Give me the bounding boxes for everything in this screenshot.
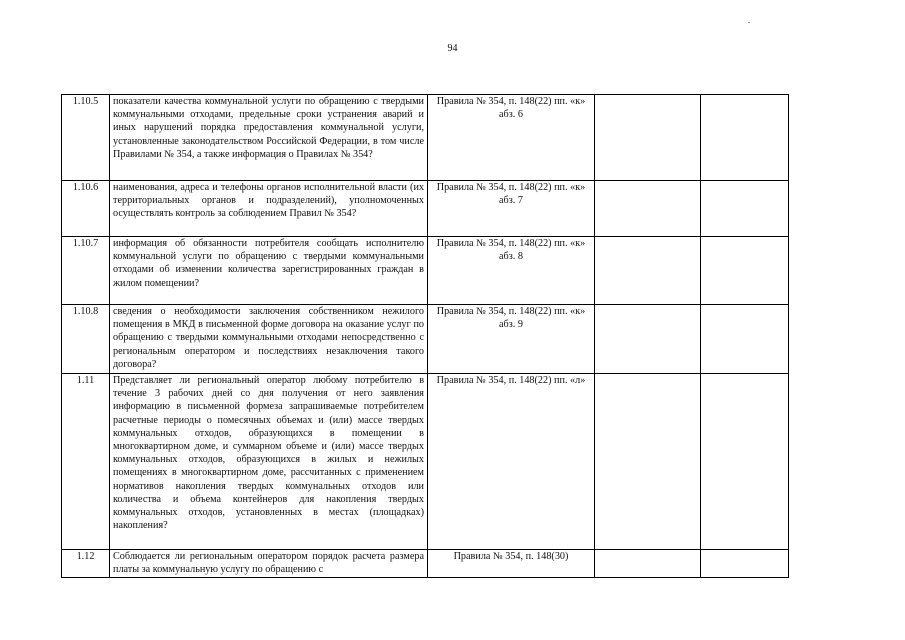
table-row <box>62 305 789 374</box>
row-number: 1.10.8 <box>62 305 110 374</box>
row-number: 1.10.7 <box>62 237 110 305</box>
table-row <box>62 237 789 305</box>
checklist-table <box>61 94 789 578</box>
legal-reference: Правила № 354, п. 148(22) пп. «к» абз. 7 <box>428 181 595 237</box>
row-number: 1.11 <box>62 374 110 550</box>
question-text: информация об обязанности потребителя сообщать исполнителю коммунальной услуги по обращению с твердыми коммунальными отходами об изменении количества зарегистрированных граждан в жилом помещении? <box>110 237 428 305</box>
question-text: Представляет ли региональный оператор любому потребителю в течение 3 рабочих дней со дня получения от него заявления информацию в письменной формеза запрашиваемые потребителем расчетные периоды о помесячных объемах и (или) массе твердых коммунальных отходов, образующихся в помещении в многоквартирном доме, и суммарном объеме и (или) массе твердых коммунальных отходов, образующихся в жилых и нежилых помещениях в многоквартирном доме, рассчитанных с применением нормативов накопления твердых коммунальных отходов или количества и объема контейнеров для накопления твердых коммунальных отходов, установленных в местах (площадках) накопления? <box>110 374 428 550</box>
page-number: 94 <box>447 43 458 54</box>
question-text: Соблюдается ли региональным оператором порядок расчета размера платы за коммунальную услугу по обращению с <box>110 550 428 578</box>
note-cell <box>701 95 789 181</box>
row-number: 1.10.5 <box>62 95 110 181</box>
legal-reference: Правила № 354, п. 148(30) <box>428 550 595 578</box>
question-text: сведения о необходимости заключения собственником нежилого помещения в МКД в письменной форме договора на оказание услуг по обращению с твердыми коммунальными отходами непосредственно с региональным оператором и последствиях незаключения такого договора? <box>110 305 428 374</box>
question-text: наименования, адреса и телефоны органов исполнительной власти (их территориальных органов и подразделений), уполномоченных осуществлять контроль за соблюдением Правил № 354? <box>110 181 428 237</box>
table-row <box>62 550 789 578</box>
note-cell <box>701 550 789 578</box>
row-number: 1.12 <box>62 550 110 578</box>
note-cell <box>701 305 789 374</box>
legal-reference: Правила № 354, п. 148(22) пп. «к» абз. 9 <box>428 305 595 374</box>
note-cell <box>701 181 789 237</box>
table-row <box>62 374 789 550</box>
answer-cell <box>595 374 701 550</box>
legal-reference: Правила № 354, п. 148(22) пп. «к» абз. 6 <box>428 95 595 181</box>
answer-cell <box>595 550 701 578</box>
answer-cell <box>595 181 701 237</box>
note-cell <box>701 237 789 305</box>
answer-cell <box>595 237 701 305</box>
answer-cell <box>595 95 701 181</box>
row-number: 1.10.6 <box>62 181 110 237</box>
table-row <box>62 181 789 237</box>
answer-cell <box>595 305 701 374</box>
note-cell <box>701 374 789 550</box>
scan-speck <box>748 22 750 23</box>
legal-reference: Правила № 354, п. 148(22) пп. «к» абз. 8 <box>428 237 595 305</box>
question-text: показатели качества коммунальной услуги по обращению с твердыми коммунальными отходами, предельные сроки устранения аварий и иных нарушений порядка предоставления коммунальной услуги, установленные законодательством Российской Федерации, в том числе Правилами № 354, а также информация о Правилах № 354? <box>110 95 428 181</box>
table-row <box>62 95 789 181</box>
legal-reference: Правила № 354, п. 148(22) пп. «л» <box>428 374 595 550</box>
